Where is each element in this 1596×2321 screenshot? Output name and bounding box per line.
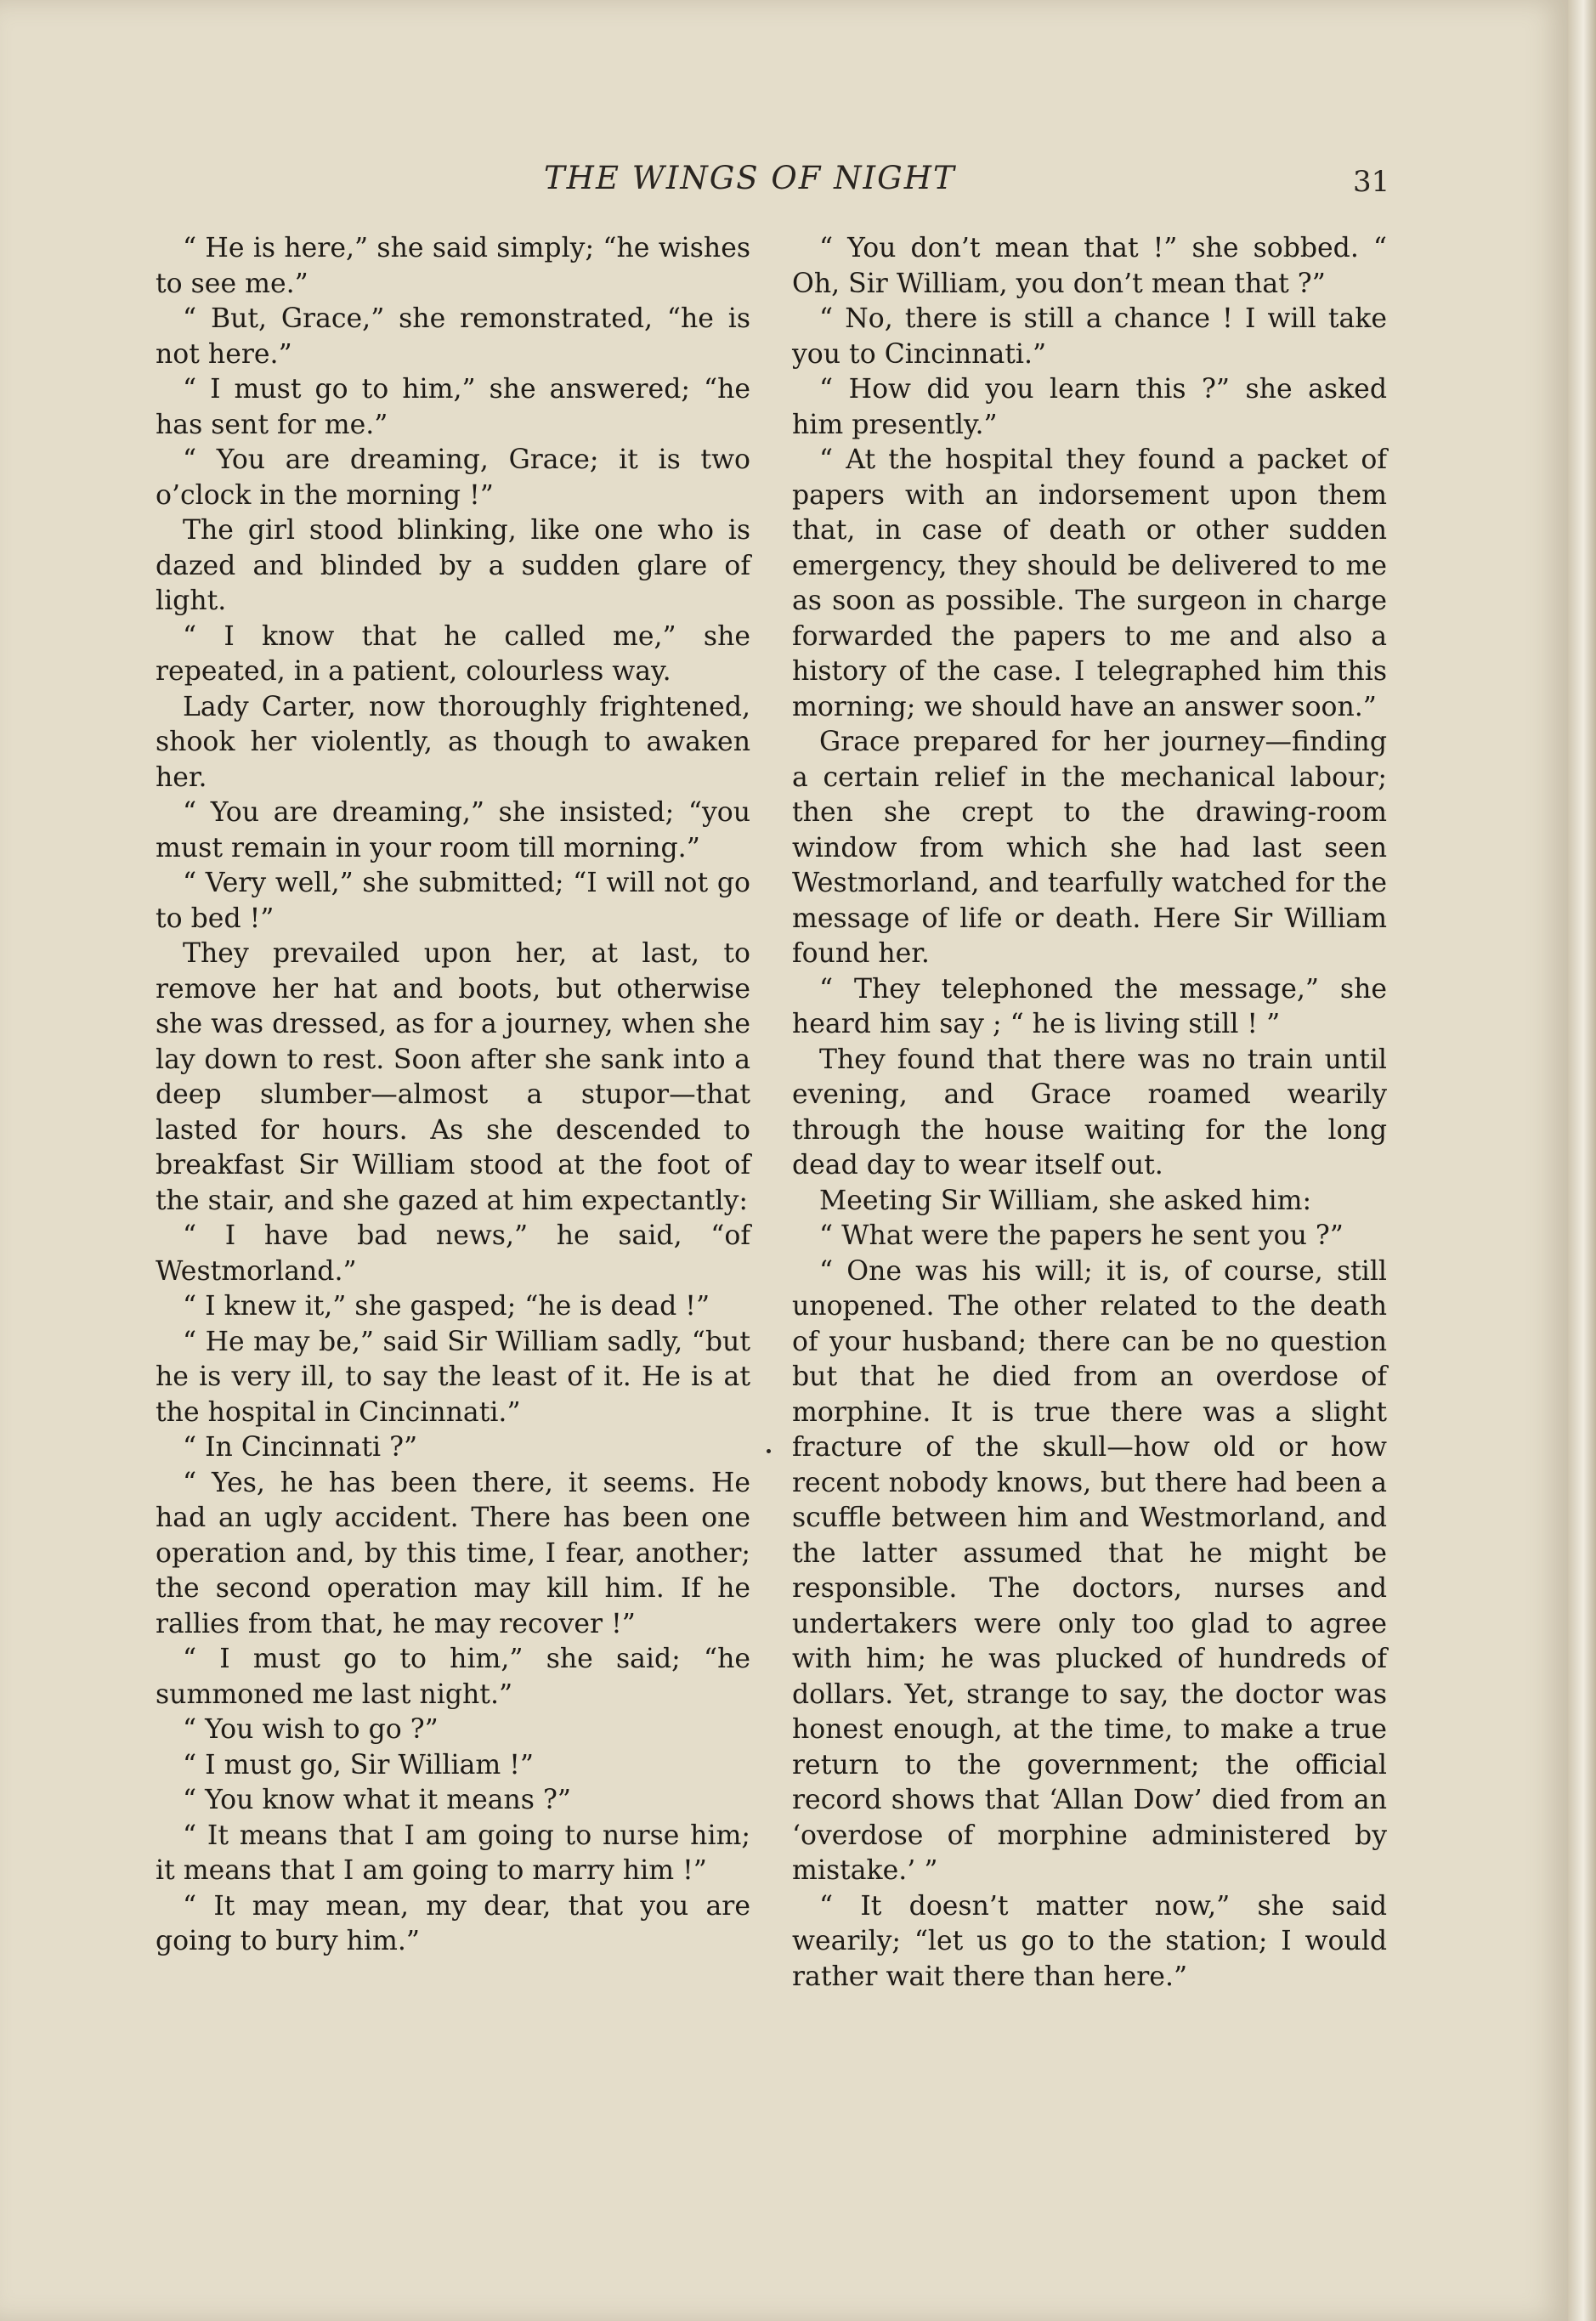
paragraph: “ They telephoned the message,” she heard him say ; “ he is living still ! ” [792,973,1387,1039]
paragraph: “ You know what it means ?” [183,1785,571,1815]
paragraph: “ He may be,” said Sir William sadly, “but he is very ill, to say the least of it. He is at the hospital in Cincinnati.” [156,1326,750,1428]
paragraph: “ You don’t mean that !” she sobbed. “ Oh, Sir William, you don’t mean that ?” [792,233,1387,299]
page-edge [1568,0,1596,2321]
paragraph: “ You wish to go ?” [183,1714,439,1745]
paragraph: “ No, there is still a chance ! I will take you to Cincinnati.” [792,303,1387,370]
paragraph: “ What were the papers he sent you ?” [819,1220,1344,1251]
paragraph: Lady Carter, now thoroughly frightened, shook her violently, as though to awaken her. [156,691,750,793]
paragraph: “ In Cincinnati ?” [183,1432,418,1463]
paragraph: “ I know that he called me,” she repeated, in a patient, colourless way. [156,620,750,687]
paragraph: “ One was his will; it is, of course, still unopened. The other related to the death of your husband; there can be no question but that he died from an overdose of morphine. It is true there was a slight fracture of the skull—how old or how recent nobody knows, but there had been a scuffle between him and Westmorland, and the latter assumed that he might be responsible. The doctors, nurses and undertakers were only too glad to agree with him; he was plucked of hundreds of dollars. Yet, strange to say, the doctor was honest enough, at the time, to make a true return to the government; the official record shows that ‘Allan Dow’ died from an ‘overdose of morphine administered by mistake.’ ” [792,1255,1387,1886]
paragraph: “ How did you learn this ?” she asked him presently.” [792,374,1387,440]
paragraph: “ You are dreaming, Grace; it is two o’clock in the morning !” [156,444,750,511]
paragraph: “ It means that I am going to nurse him; it means that I am going to marry him !” [156,1820,750,1886]
paragraph: They prevailed upon her, at last, to remove her hat and boots, but otherwise she was dressed, as for a journey, when she lay down to rest. Soon after she sank into a deep slumber—almost a stupor—that lasted for hours. As she descended to breakfast Sir William stood at the foot of the stair, and she gazed at him expectantly: [156,938,750,1216]
paragraph: “ I must go, Sir William !” [183,1749,534,1780]
paragraph: “ I must go to him,” she said; “he summoned me last night.” [156,1644,750,1710]
paragraph: “ You are dreaming,” she insisted; “you must remain in your room till morning.” [156,797,750,863]
page-number: 31 [1353,165,1390,199]
paragraph: The girl stood blinking, like one who is dazed and blinded by a sudden glare of light. [156,515,750,616]
right-column [792,231,1387,1995]
running-title: THE WINGS OF NIGHT [544,160,956,196]
paragraph: “ He is here,” she said simply; “he wishes to see me.” [156,233,750,299]
paragraph: They found that there was no train until evening, and Grace roamed wearily through the house waiting for the long dead day to wear itself out. [792,1044,1387,1180]
paragraph: “ But, Grace,” she remonstrated, “he is not here.” [156,303,750,370]
left-column [156,231,750,1960]
paragraph: “ I knew it,” she gasped; “he is dead !” [183,1291,710,1322]
paragraph: “ It doesn’t matter now,” she said wearily; “let us go to the station; I would rather wait there than here.” [792,1890,1387,1992]
paragraph: “ At the hospital they found a packet of papers with an indorsement upon them that, in case of death or other sudden emergency, they should be delivered to me as soon as possible. The surgeon in charge forwarded the papers to me and also a history of the case. I telegraphed him this morning; we should have an answer soon.” [792,444,1387,722]
page-header [0,160,1568,211]
paragraph: “ Very well,” she submitted; “I will not go to bed !” [156,868,750,934]
printer-dot [767,1449,771,1453]
paragraph: Grace prepared for her journey—finding a certain relief in the mechanical labour; then she crept to the drawing-room window from which she had last seen Westmorland, and tearfully watched for the message of life or death. Here Sir William found her. [792,727,1387,969]
paragraph: “ Yes, he has been there, it seems. He had an ugly accident. There has been one operation and, by this time, I fear, another; the second operation may kill him. If he rallies from that, he may recover !” [156,1467,750,1639]
paragraph: “ It may mean, my dear, that you are going to bury him.” [156,1890,750,1956]
paragraph: Meeting Sir William, she asked him: [819,1185,1312,1216]
paragraph: “ I have bad news,” he said, “of Westmorland.” [156,1220,750,1287]
paragraph: “ I must go to him,” she answered; “he has sent for me.” [156,374,750,440]
